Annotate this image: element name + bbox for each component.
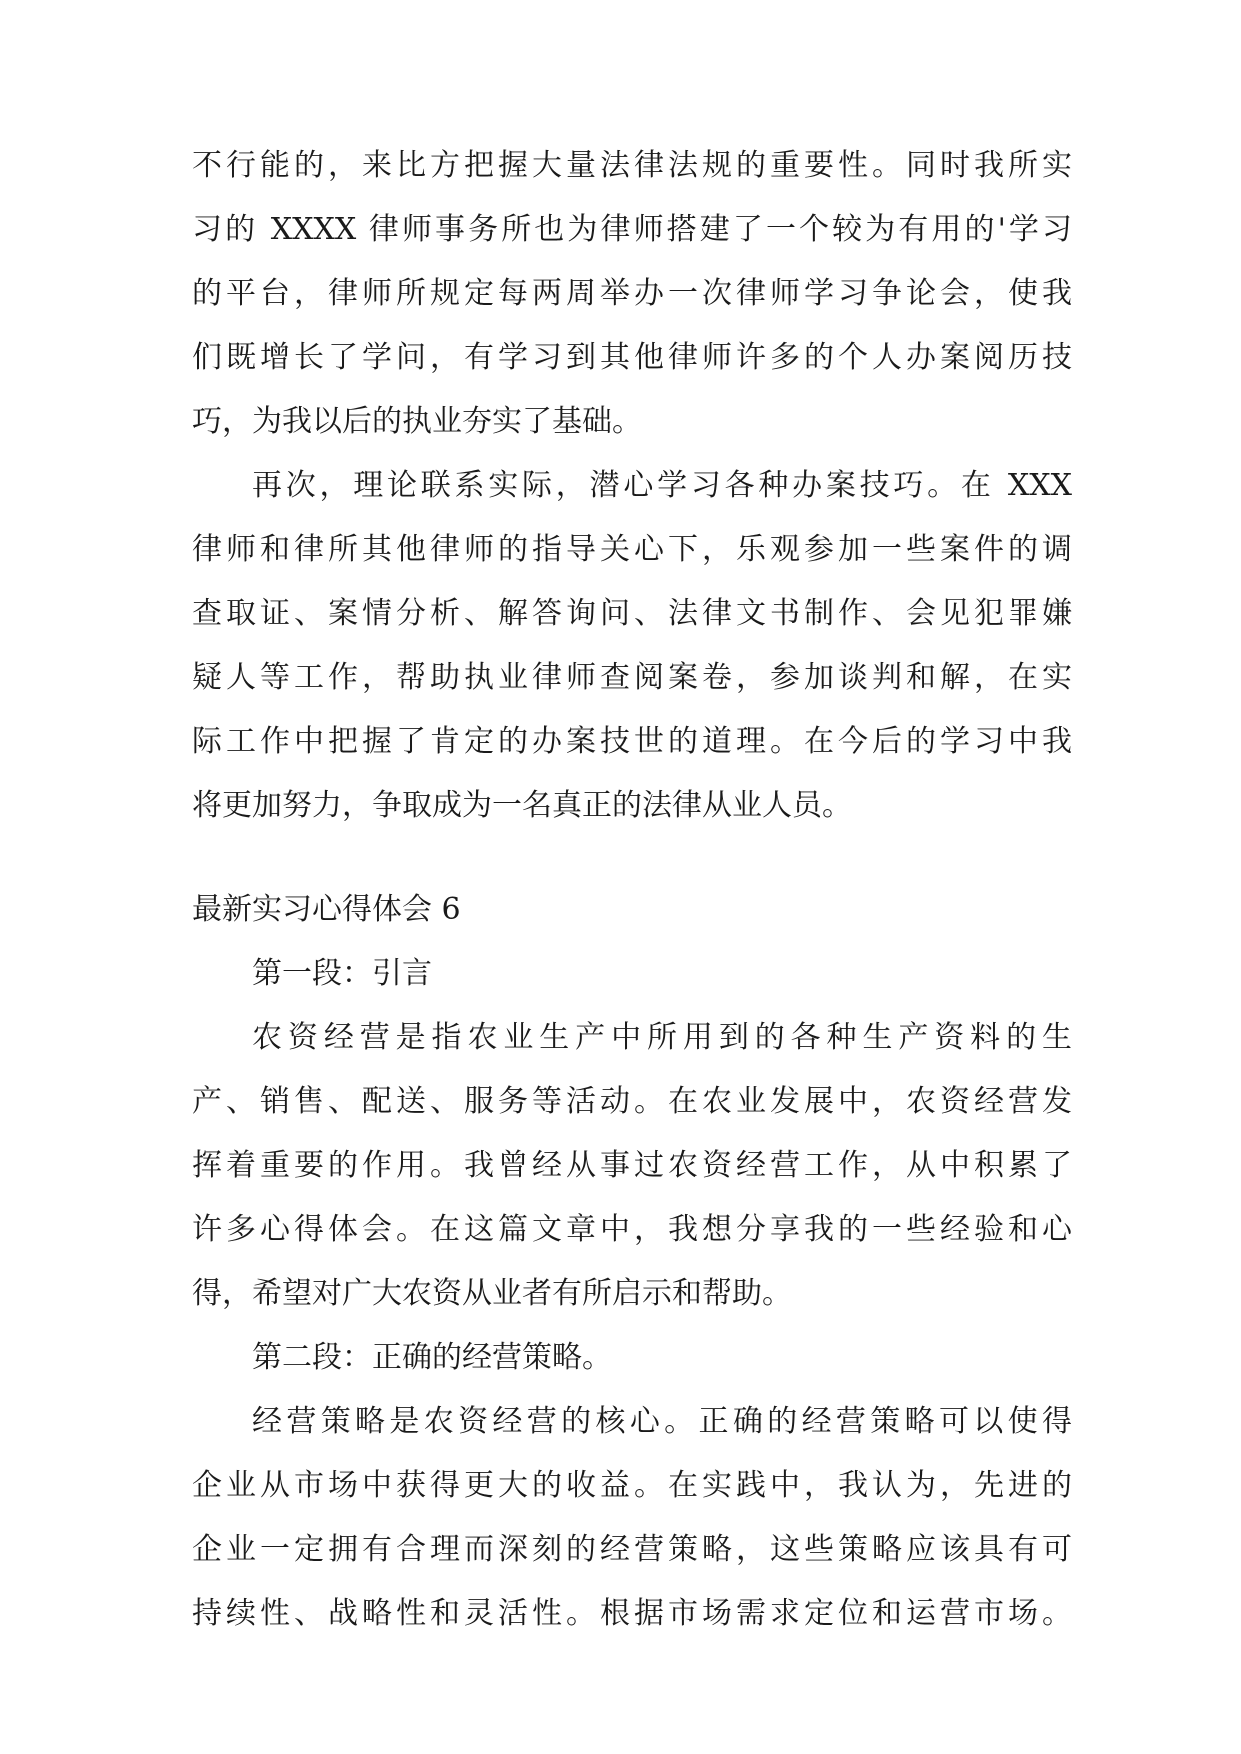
section-heading: 第一段：引言 (252, 956, 432, 991)
paragraph-line: 巧，为我以后的执业夯实了基础。 (192, 404, 642, 439)
paragraph-line: 农资经营是指农业生产中所用到的各种生产资料的生 (252, 1020, 1072, 1055)
paragraph-line: 产、销售、配送、服务等活动。在农业发展中，农资经营发 (192, 1084, 1072, 1119)
paragraph-line: 持续性、战略性和灵活性。根据市场需求定位和运营市场。 (192, 1596, 1072, 1631)
paragraph-line: 许多心得体会。在这篇文章中，我想分享我的一些经验和心 (192, 1212, 1072, 1247)
section-title: 最新实习心得体会 6 (192, 892, 461, 927)
paragraph-line: 的平台，律师所规定每两周举办一次律师学习争论会，使我 (192, 276, 1072, 311)
paragraph-line: 疑人等工作，帮助执业律师查阅案卷，参加谈判和解，在实 (192, 660, 1072, 695)
paragraph-line: 不行能的，来比方把握大量法律法规的重要性。同时我所实 (192, 148, 1072, 183)
paragraph-line: 习的 XXXX 律师事务所也为律师搭建了一个较为有用的'学习 (192, 212, 1072, 247)
paragraph-line: 们既增长了学问，有学习到其他律师许多的个人办案阅历技 (192, 340, 1072, 375)
paragraph-line: 挥着重要的作用。我曾经从事过农资经营工作，从中积累了 (192, 1148, 1072, 1183)
paragraph-line: 企业从市场中获得更大的收益。在实践中，我认为，先进的 (192, 1468, 1072, 1503)
paragraph-line: 查取证、案情分析、解答询问、法律文书制作、会见犯罪嫌 (192, 596, 1072, 631)
paragraph-line: 企业一定拥有合理而深刻的经营策略，这些策略应该具有可 (192, 1532, 1072, 1567)
paragraph-line: 将更加努力，争取成为一名真正的法律从业人员。 (192, 788, 852, 823)
paragraph-line: 得，希望对广大农资从业者有所启示和帮助。 (192, 1276, 792, 1311)
paragraph-line: 际工作中把握了肯定的办案技世的道理。在今后的学习中我 (192, 724, 1072, 759)
paragraph-line: 再次，理论联系实际，潜心学习各种办案技巧。在 XXX (252, 468, 1072, 503)
paragraph-line: 经营策略是农资经营的核心。正确的经营策略可以使得 (252, 1404, 1072, 1439)
paragraph-line: 律师和律所其他律师的指导关心下，乐观参加一些案件的调 (192, 532, 1072, 567)
section-heading: 第二段：正确的经营策略。 (252, 1340, 612, 1375)
